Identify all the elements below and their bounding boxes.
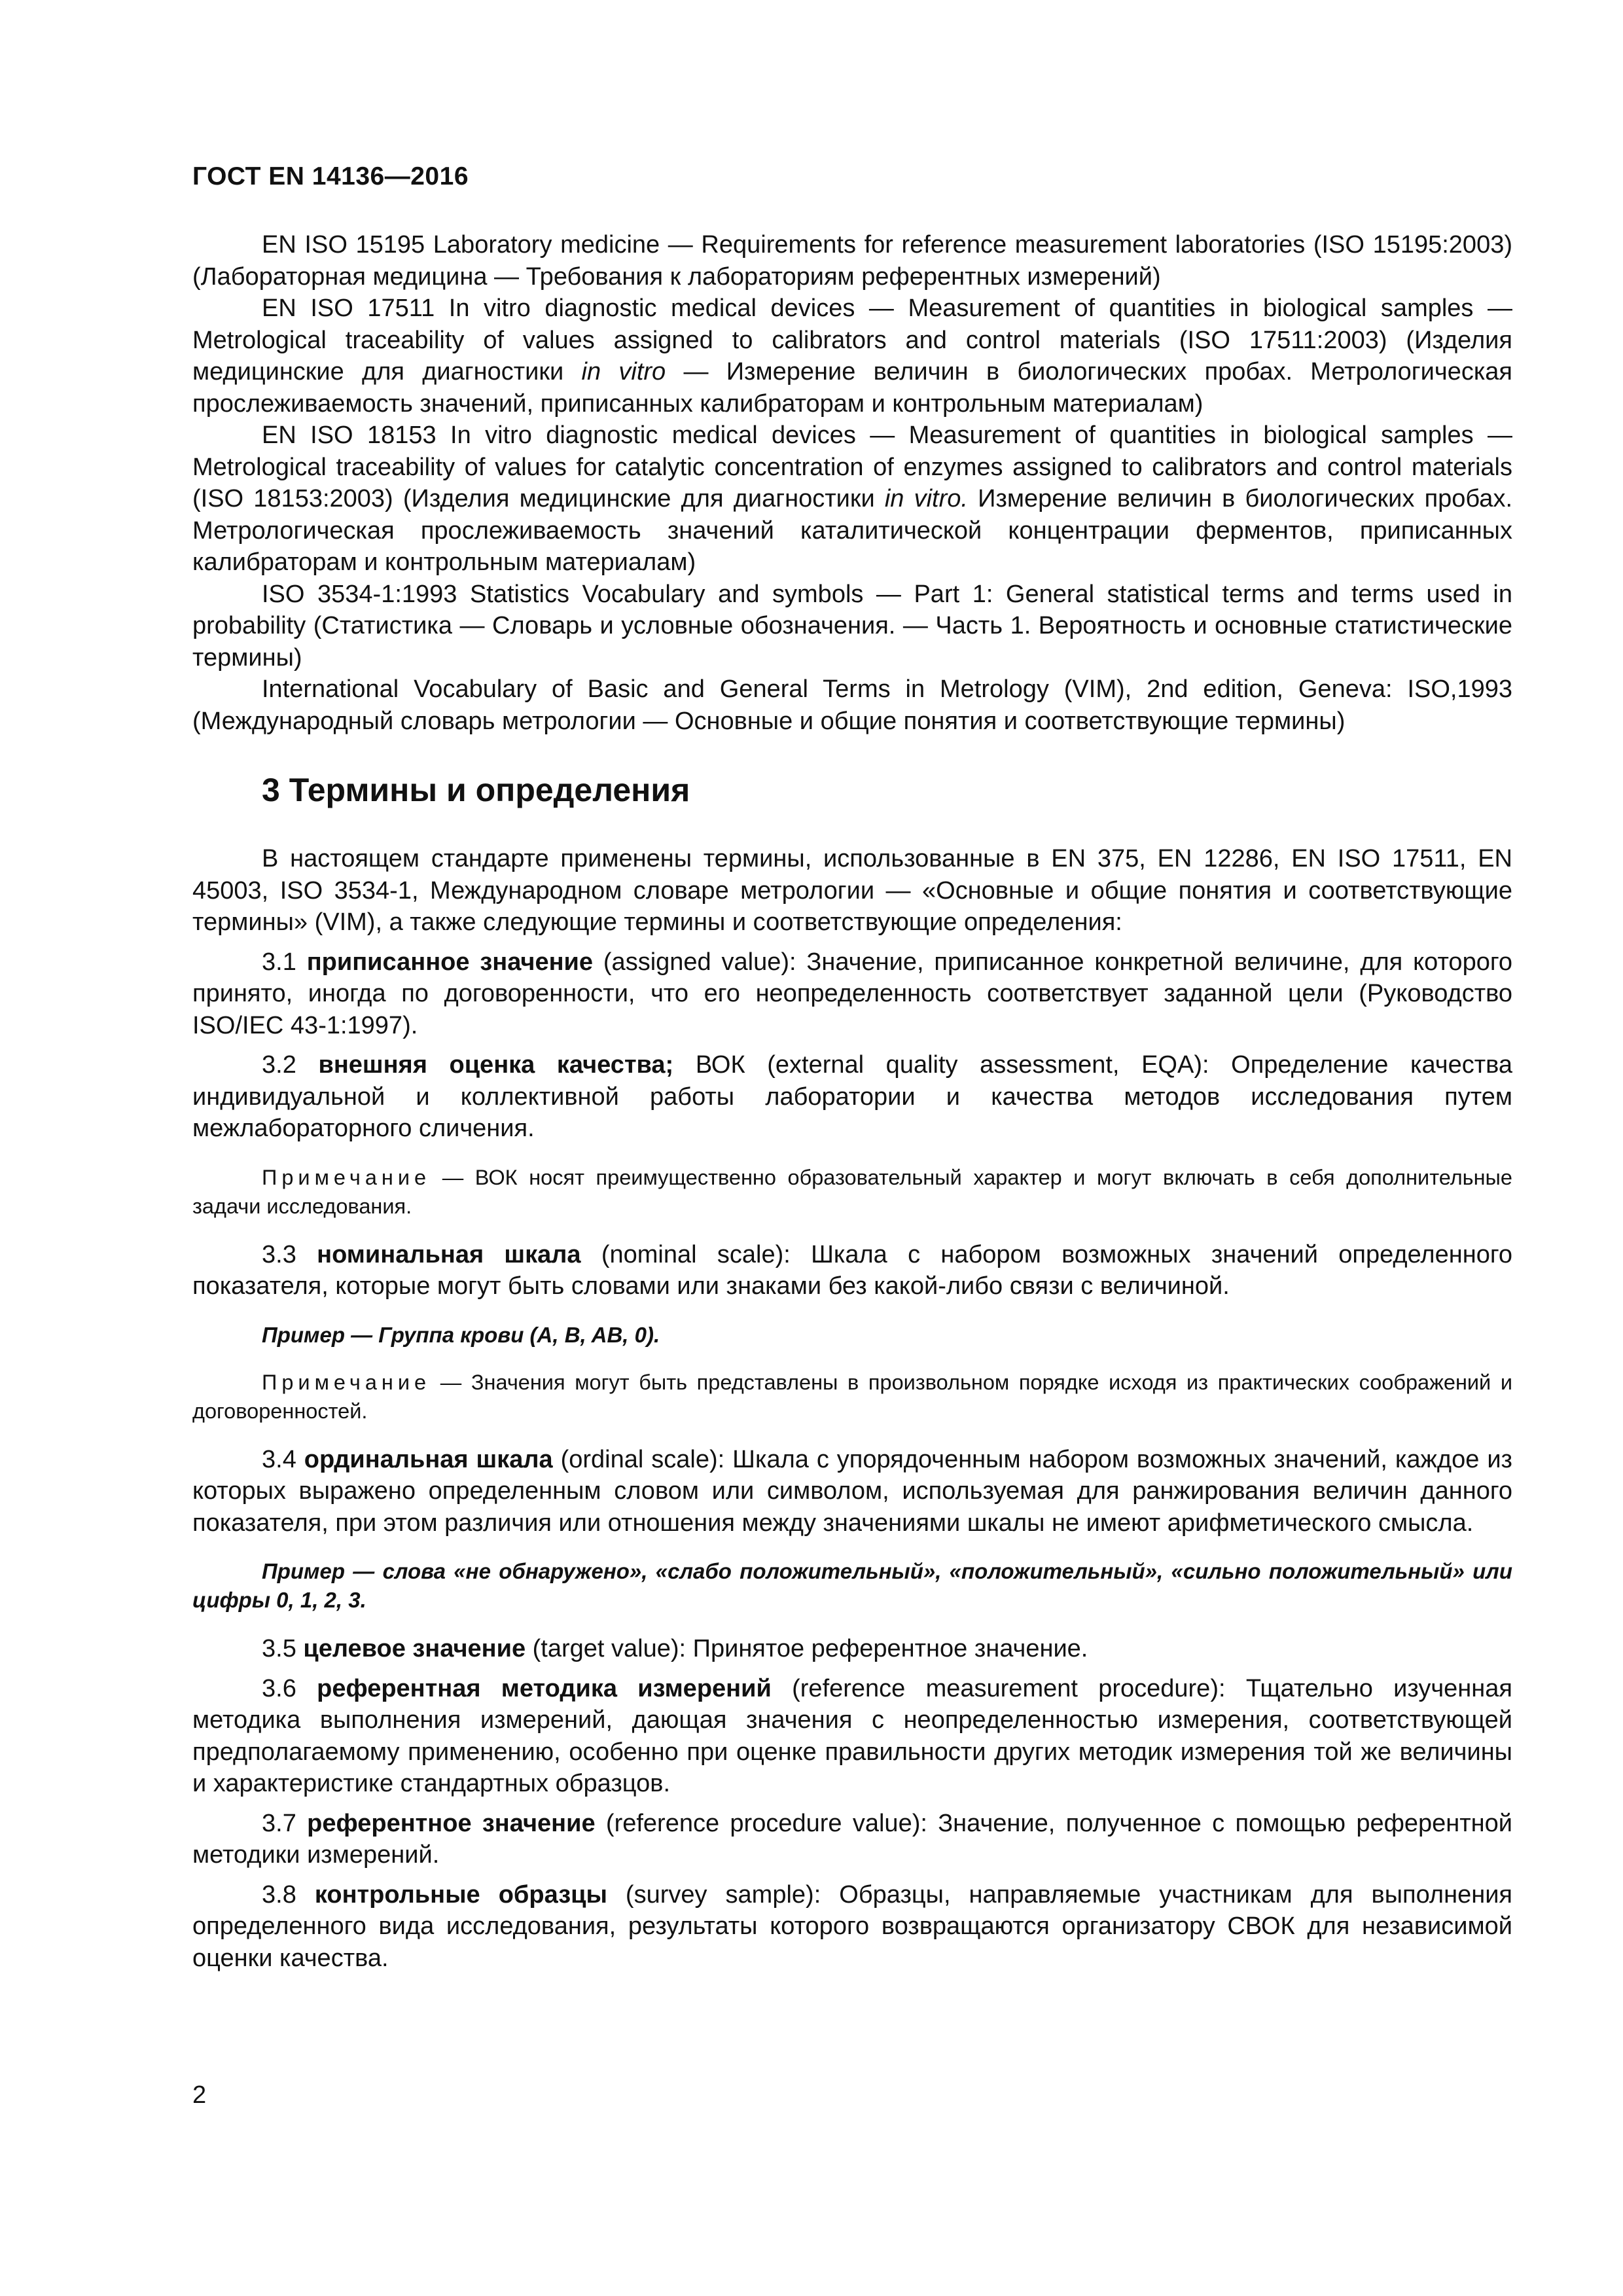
normative-references bbox=[192, 229, 1512, 737]
example: Пример — Группа крови (A, B, AB, 0). bbox=[262, 1322, 660, 1347]
document-code: ГОСТ EN 14136—2016 bbox=[192, 162, 469, 190]
section-title: 3 Термины и определения bbox=[262, 772, 690, 808]
term-entry: 3.5 целевое значение (target value): Принятое референтное значение. bbox=[262, 1635, 1088, 1662]
example: Пример — слова «не обнаружено», «слабо положительный», «положительный», «сильно положительный» или цифры 0, 1, 2, 3. bbox=[192, 1559, 1512, 1612]
note: Примечание — Значения могут быть представлены в произвольном порядке исходя из практических соображений и договоренностей. bbox=[192, 1370, 1512, 1423]
reference-item: EN ISO 15195 Laboratory medicine — Requirements for reference measurement laboratories (ISO 15195:2003) (Лабораторная медицина — Требования к лабораториям референтных измерений) bbox=[192, 231, 1512, 291]
reference-item: International Vocabulary of Basic and General Terms in Metrology (VIM), 2nd edition, Geneva: ISO,1993 (Международный словарь метрологии — Основные и общие понятия и соответствующие термины) bbox=[192, 675, 1512, 735]
term-entry: 3.4 ординальная шкала (ordinal scale): Шкала с упорядоченным набором возможных значений, каждое из которых выражено определенным словом или символом, используемая для ранжирования величин данного показателя, при этом различия или отношения между значениями шкалы не имеют арифметического смысла. bbox=[192, 1445, 1512, 1537]
page-number: 2 bbox=[192, 2081, 207, 2109]
term-entry: 3.3 номинальная шкала (nominal scale): Шкала с набором возможных значений определенного показателя, которые могут быть словами или знаками без какой-либо связи с величиной. bbox=[192, 1240, 1513, 1300]
term-entry: 3.6 референтная методика измерений (reference measurement procedure): Тщательно изученная методика выполнения измерений, дающая значения с неопределенностью измерения, соответствующей предполагаемому применению, особенно при оценке правильности других методик измерения той же величины и характеристике стандартных образцов. bbox=[192, 1674, 1512, 1797]
terms-section bbox=[192, 843, 1512, 1974]
term-entry: 3.1 приписанное значение (assigned value): Значение, приписанное конкретной величине, для которого принято, иногда по договоренности, что его неопределенность соответствует заданной цели (Руководство ISO/IEC 43-1:1997). bbox=[192, 948, 1512, 1039]
term-entry: 3.2 внешняя оценка качества; ВОК (external quality assessment, EQA): Определение качества индивидуальной и коллективной работы лаборатории и качества методов исследования путем межлабораторного сличения. bbox=[192, 1051, 1513, 1142]
term-entry: 3.7 референтное значение (reference procedure value): Значение, полученное с помощью референтной методики измерений. bbox=[192, 1809, 1513, 1869]
reference-item: EN ISO 17511 In vitro diagnostic medical devices — Measurement of quantities in biological samples — Metrological traceability of values assigned to calibrators and control materials (ISO 17511:2003) (Изделия медицинские для диагностики in vitro — Измерение величин в биологических пробах. Метрологическая прослеживаемость значений, приписанных калибраторам и контрольным материалам) bbox=[192, 295, 1512, 418]
section-intro: В настоящем стандарте применены термины, использованные в EN 375, EN 12286, EN ISO 17511, EN 45003, ISO 3534-1, Международном словаре метрологии — «Основные и общие понятия и соответствующие термины» (VIM), а также следующие термины и соответствующие определения: bbox=[192, 845, 1512, 936]
term-entry: 3.8 контрольные образцы (survey sample): Образцы, направляемые участникам для выполнения определенного вида исследования, результаты которого возвращаются организатору СВОК для независимой оценки качества. bbox=[192, 1880, 1513, 1972]
note: Примечание — ВОК носят преимущественно образовательный характер и могут включать в себя дополнительные задачи исследования. bbox=[192, 1165, 1512, 1218]
note-label: Примечание bbox=[262, 1165, 431, 1189]
reference-item: EN ISO 18153 In vitro diagnostic medical devices — Measurement of quantities in biological samples — Metrological traceability of values for catalytic concentration of enzymes assigned to calibrators and control materials (ISO 18153:2003) (Изделия медицинские для диагностики in vitro. Измерение величин в биологических пробах. Метрологическая прослеживаемость значений каталитической концентрации ферментов, приписанных калибраторам и контрольным материалам) bbox=[192, 422, 1513, 576]
note-label: Примечание bbox=[262, 1370, 431, 1394]
reference-item: ISO 3534-1:1993 Statistics Vocabulary and symbols — Part 1: General statistical terms and terms used in probability (Статистика — Словарь и условные обозначения. — Часть 1. Вероятность и основные статистические термины) bbox=[192, 580, 1512, 672]
